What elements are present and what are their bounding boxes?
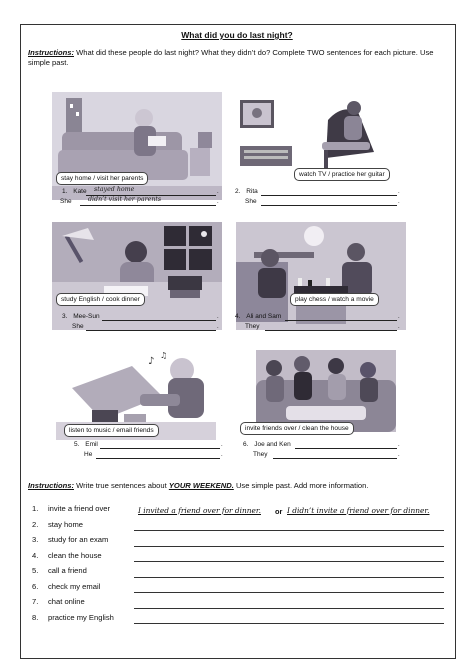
- sentence-lines-1: [60, 186, 219, 207]
- sentence-line: 6. Joe and Ken .: [243, 441, 400, 448]
- item-number: 2.: [235, 188, 241, 195]
- list-item: [32, 580, 444, 596]
- subject-label: Rita: [246, 188, 258, 195]
- item-number: 3.: [32, 535, 39, 544]
- example-affirmative: I invited a friend over for dinner.: [138, 505, 261, 515]
- sentence-line: 3. Mee-Sun .: [62, 313, 219, 320]
- item-prompt: check my email: [48, 581, 101, 591]
- sentence-lines-4: [235, 312, 400, 332]
- item-prompt: chat online: [48, 597, 85, 606]
- item-prompt: study for an exam: [48, 535, 109, 544]
- subject-label: Mee-Sun: [73, 313, 100, 320]
- weekend-list: [32, 502, 444, 626]
- instructions-label: Instructions:: [28, 48, 74, 57]
- or-label: or: [275, 506, 283, 516]
- answer-line[interactable]: [261, 205, 397, 206]
- sentence-lines-6: [243, 440, 400, 460]
- instructions-label: Instructions:: [28, 481, 74, 490]
- answer-line[interactable]: [80, 205, 216, 206]
- item-number: 1.: [62, 188, 68, 195]
- item-prompt: invite a friend over: [48, 504, 111, 513]
- item-number: 5.: [32, 566, 39, 575]
- list-item: [32, 611, 444, 627]
- subject-label: Emil: [85, 441, 98, 448]
- instructions-text: Use simple past. Add more information.: [233, 481, 369, 490]
- answer-line[interactable]: [134, 530, 444, 531]
- answer-line[interactable]: [86, 330, 216, 331]
- subject-label: They: [245, 323, 260, 330]
- subject-label: Joe and Ken: [254, 441, 291, 448]
- item-number: 8.: [32, 612, 39, 622]
- list-item: [32, 502, 444, 518]
- answer-line[interactable]: [295, 448, 397, 449]
- answer-line[interactable]: [134, 623, 444, 624]
- item-number: 5.: [74, 441, 80, 448]
- svg-text:♪: ♪: [148, 356, 155, 367]
- item-number: 4.: [32, 550, 39, 560]
- picture-3-caption: study English / cook dinner: [56, 293, 145, 306]
- subject-label: Ali and Sam: [246, 313, 282, 320]
- answer-line[interactable]: [134, 608, 444, 609]
- example-negative: I didn’t invite a friend over for dinner.: [287, 505, 430, 515]
- sentence-line: 4. Ali and Sam .: [235, 313, 400, 320]
- subject-label: She: [60, 198, 72, 205]
- instructions-picture-task: [28, 48, 446, 68]
- instructions-text: Write true sentences about: [74, 481, 169, 490]
- answer-line[interactable]: [273, 458, 397, 459]
- sentence-lines-3: [62, 312, 219, 332]
- picture-5-caption: listen to music / email friends: [64, 424, 159, 437]
- picture-4-caption: play chess / watch a movie: [290, 293, 379, 306]
- sentence-line: She .: [72, 323, 219, 330]
- sentence-line: They .: [253, 451, 400, 458]
- subject-label: He: [84, 451, 93, 458]
- answer-line[interactable]: [102, 320, 216, 321]
- answer-line[interactable]: [134, 546, 444, 547]
- sentence-line: She .: [245, 198, 400, 205]
- sentence-line: 1. Kate stayed home .: [62, 186, 219, 195]
- item-number: 2.: [32, 519, 39, 529]
- list-item: [32, 549, 444, 565]
- item-prompt: call a friend: [48, 566, 87, 575]
- answer-line[interactable]: [100, 448, 220, 449]
- item-number: 6.: [32, 581, 39, 591]
- item-prompt: stay home: [48, 519, 84, 529]
- item-number: 1.: [32, 504, 39, 513]
- answer-line[interactable]: [134, 592, 444, 593]
- answer-line[interactable]: [265, 330, 397, 331]
- instructions-text: What did these people do last night? What they didn’t do? Complete TWO sentences for each picture. Use simple past.: [28, 48, 434, 67]
- picture-1-caption: stay home / visit her parents: [56, 172, 148, 185]
- subject-label: Kate: [73, 188, 87, 195]
- list-item: [32, 564, 444, 580]
- item-number: 3.: [62, 313, 68, 320]
- sentence-line: She didn’t visit her parents .: [60, 196, 219, 205]
- sentence-line: He .: [84, 451, 223, 458]
- list-item: [32, 518, 444, 534]
- picture-6-illustration: [256, 350, 396, 432]
- list-item: [32, 595, 444, 611]
- answer-line[interactable]: [96, 458, 220, 459]
- item-number: 7.: [32, 597, 39, 606]
- page-title: What did you do last night?: [181, 30, 293, 40]
- picture-2-illustration: [238, 94, 398, 202]
- svg-text:♫: ♫: [160, 351, 168, 360]
- item-prompt: practice my English: [48, 612, 114, 622]
- picture-6-caption: invite friends over / clean the house: [240, 422, 354, 435]
- instructions-emphasis: YOUR WEEKEND.: [168, 481, 234, 490]
- subject-label: She: [245, 198, 257, 205]
- handwritten-answer: stayed home: [94, 186, 135, 193]
- item-number: 6.: [243, 441, 249, 448]
- answer-line[interactable]: [134, 577, 444, 578]
- item-number: 4.: [235, 313, 241, 320]
- sentence-line: They .: [245, 323, 400, 330]
- sentence-line: 5. Emil .: [74, 441, 223, 448]
- subject-label: She: [72, 323, 84, 330]
- instructions-weekend-task: [28, 481, 446, 491]
- answer-line[interactable]: [261, 195, 397, 196]
- subject-label: They: [253, 451, 268, 458]
- handwritten-answer: didn’t visit her parents: [88, 196, 162, 203]
- sentence-lines-5: [74, 440, 223, 460]
- sentence-line: 2. Rita .: [235, 188, 400, 195]
- answer-line[interactable]: [285, 320, 397, 321]
- answer-line[interactable]: [134, 561, 444, 562]
- sentence-lines-2: [235, 187, 400, 207]
- item-prompt: clean the house: [48, 550, 102, 560]
- list-item: [32, 533, 444, 549]
- picture-2-caption: watch TV / practice her guitar: [294, 168, 390, 181]
